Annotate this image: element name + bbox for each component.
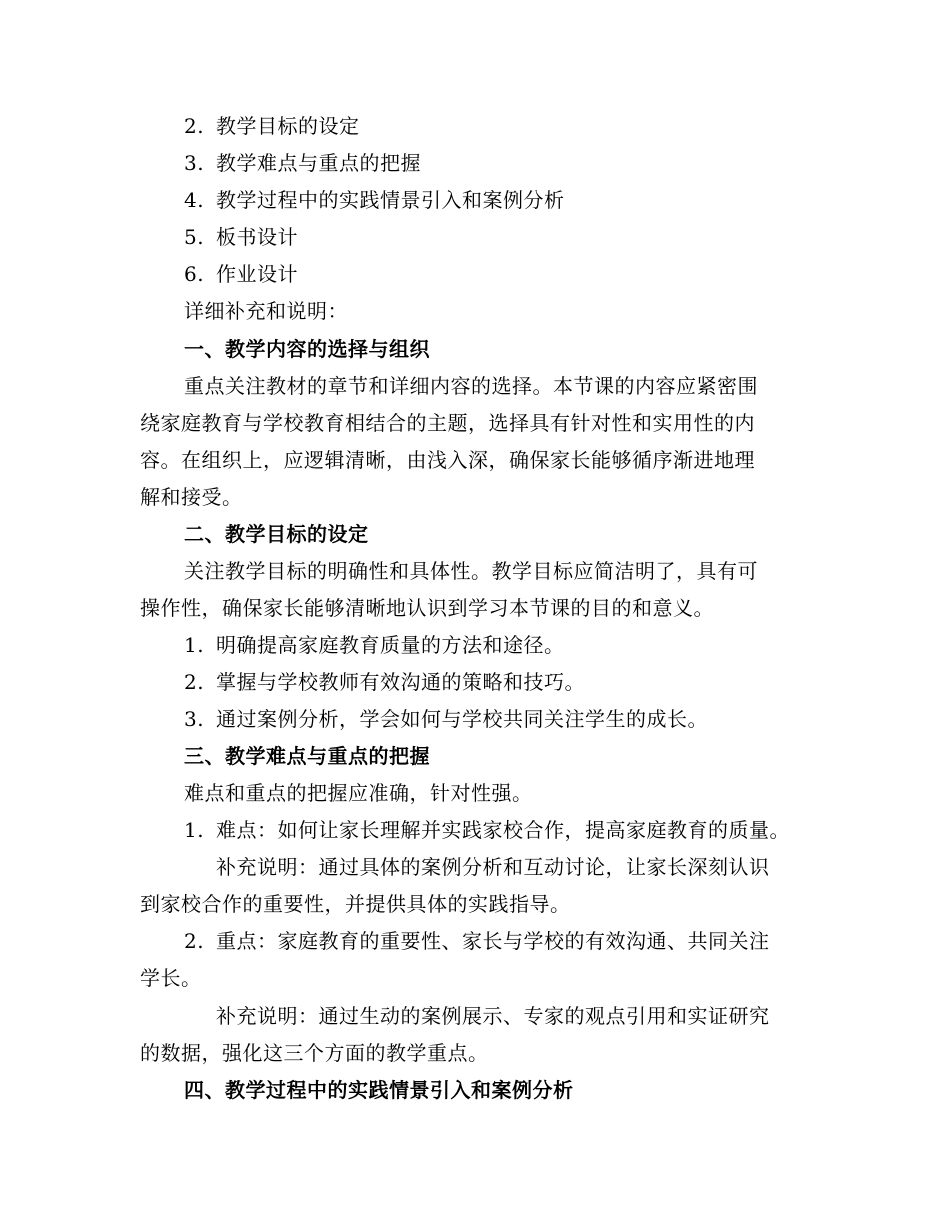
outline-item-text: 教学过程中的实践情景引入和案例分析 <box>216 188 565 212</box>
list-item-text: 重点：家庭教育的重要性、家长与学校的有效沟通、共同关注 <box>216 929 770 953</box>
section-heading: 三、教学难点与重点的把握 <box>184 744 430 768</box>
outline-item-number: 2. <box>184 114 205 138</box>
outline-item <box>184 187 565 213</box>
list-item-continuation: 学长。 <box>140 966 202 990</box>
outline-item-number: 3. <box>184 151 205 175</box>
outline-item <box>184 113 360 139</box>
outline-item-number: 5. <box>184 225 205 249</box>
list-item-number: 2. <box>184 929 205 953</box>
outline-item <box>184 150 421 176</box>
outline-item-text: 教学目标的设定 <box>216 114 360 138</box>
list-item <box>184 928 770 954</box>
note-line: 补充说明：通过生动的案例展示、专家的观点引用和实证研究 <box>216 1004 770 1028</box>
outline-item-text: 教学难点与重点的把握 <box>216 151 421 175</box>
paragraph-line: 关注教学目标的明确性和具体性。教学目标应简洁明了，具有可 <box>184 559 758 583</box>
list-item-number: 3. <box>184 707 205 731</box>
list-item-number: 1. <box>184 818 205 842</box>
section-heading: 一、教学内容的选择与组织 <box>184 337 430 361</box>
section-heading: 四、教学过程中的实践情景引入和案例分析 <box>184 1078 574 1102</box>
list-item <box>184 632 565 658</box>
paragraph-line: 操作性，确保家长能够清晰地认识到学习本节课的目的和意义。 <box>140 596 714 620</box>
list-item <box>184 706 708 732</box>
outline-item <box>184 224 298 250</box>
list-item-text: 难点：如何让家长理解并实践家校合作，提高家庭教育的质量。 <box>216 818 790 842</box>
detail-intro: 详细补充和说明： <box>184 299 348 323</box>
paragraph-line: 重点关注教材的章节和详细内容的选择。本节课的内容应紧密围 <box>184 374 758 398</box>
outline-item-text: 板书设计 <box>216 225 298 249</box>
outline-item-number: 4. <box>184 188 205 212</box>
paragraph-line: 容。在组织上，应逻辑清晰，由浅入深，确保家长能够循序渐进地理 <box>140 448 755 472</box>
paragraph-line: 难点和重点的把握应准确，针对性强。 <box>184 781 533 805</box>
outline-item-text: 作业设计 <box>216 262 298 286</box>
list-item <box>184 817 790 843</box>
list-item-text: 掌握与学校教师有效沟通的策略和技巧。 <box>216 670 585 694</box>
section-heading: 二、教学目标的设定 <box>184 522 369 546</box>
outline-item-number: 6. <box>184 262 205 286</box>
note-line: 到家校合作的重要性，并提供具体的实践指导。 <box>140 892 571 916</box>
list-item-number: 2. <box>184 670 205 694</box>
note-line: 补充说明：通过具体的案例分析和互动讨论，让家长深刻认识 <box>216 855 770 879</box>
outline-item <box>184 261 298 287</box>
list-item-text: 通过案例分析，学会如何与学校共同关注学生的成长。 <box>216 707 708 731</box>
list-item-text: 明确提高家庭教育质量的方法和途径。 <box>216 633 565 657</box>
list-item <box>184 669 585 695</box>
paragraph-line: 解和接受。 <box>140 485 243 509</box>
list-item-number: 1. <box>184 633 205 657</box>
note-line: 的数据，强化这三个方面的教学重点。 <box>140 1041 489 1065</box>
paragraph-line: 绕家庭教育与学校教育相结合的主题，选择具有针对性和实用性的内 <box>140 411 755 435</box>
